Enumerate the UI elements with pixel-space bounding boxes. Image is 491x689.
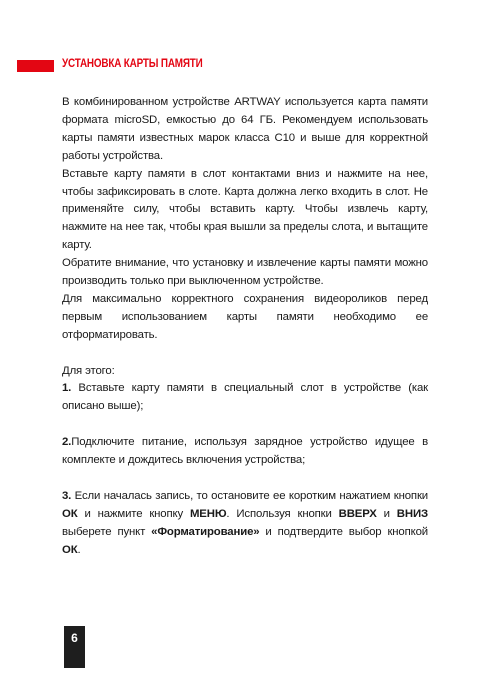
paragraph-insert-card: Вставьте карту памяти в слот контактами вниз и нажмите на нее, чтобы зафиксировать в слоте. Карта должна легко входить в слот. Не применяйте силу, чтобы вставить карту. Чтобы извлечь карту, нажмите на нее так, чтобы края вышли за пределы слота, и вытащите карту. — [62, 167, 428, 252]
ok-button-label: ОК — [62, 507, 78, 520]
paragraph-card-intro: В комбинированном устройстве ARTWAY используется карта памяти формата microSD, емкостью до 64 ГБ. Рекомендуем использовать карты памяти известных марок класса С10 и выше для корректной работы устройства. — [62, 96, 428, 162]
section-accent-bar — [17, 60, 54, 72]
page-number-tab — [64, 626, 85, 668]
step-1-number: 1. — [62, 382, 72, 395]
step-3-text: и — [376, 507, 397, 520]
spacer — [62, 345, 428, 363]
step-3-number: 3. — [62, 489, 72, 502]
ok-button-label: ОК — [62, 543, 78, 556]
spacer — [62, 416, 428, 434]
page-number: 6 — [71, 631, 78, 645]
step-2-text: Подключите питание, используя зарядное устройство идущее в комплекте и дождитесь включения устройства; — [62, 436, 428, 467]
step-3-text: . — [77, 543, 81, 556]
step-3-text: Если началась запись, то остановите ее коротким нажатием кнопки — [71, 489, 428, 502]
format-menu-item-label: «Форматирование» — [151, 525, 260, 538]
paragraph-format-advice: Для максимально корректного сохранения видеороликов перед первым использованием карты памяти необходимо ее отформатировать. — [62, 292, 428, 341]
step-2 — [62, 434, 428, 470]
step-3-text: . Используя кнопки — [226, 507, 339, 520]
instructions-lead: Для этого: — [62, 364, 115, 377]
step-1-text: Вставьте карту памяти в специальный слот в устройстве (как описано выше); — [62, 382, 428, 413]
step-1 — [62, 380, 428, 416]
step-3 — [62, 488, 428, 560]
step-3-text: и подтвердите выбор кнопкой — [259, 525, 428, 538]
step-3-text: и нажмите кнопку — [77, 507, 190, 520]
down-button-label: ВНИЗ — [396, 507, 428, 520]
section-title: УСТАНОВКА КАРТЫ ПАМЯТИ — [62, 58, 203, 70]
spacer — [62, 470, 428, 488]
paragraph-power-off-note: Обратите внимание, что установку и извлечение карты памяти можно производить только при выключенном устройстве. — [62, 257, 428, 288]
step-2-number: 2. — [62, 436, 72, 449]
section-body — [62, 94, 428, 560]
step-3-text: выберете пункт — [62, 525, 152, 538]
menu-button-label: МЕНЮ — [189, 507, 227, 520]
up-button-label: ВВЕРХ — [338, 507, 377, 520]
